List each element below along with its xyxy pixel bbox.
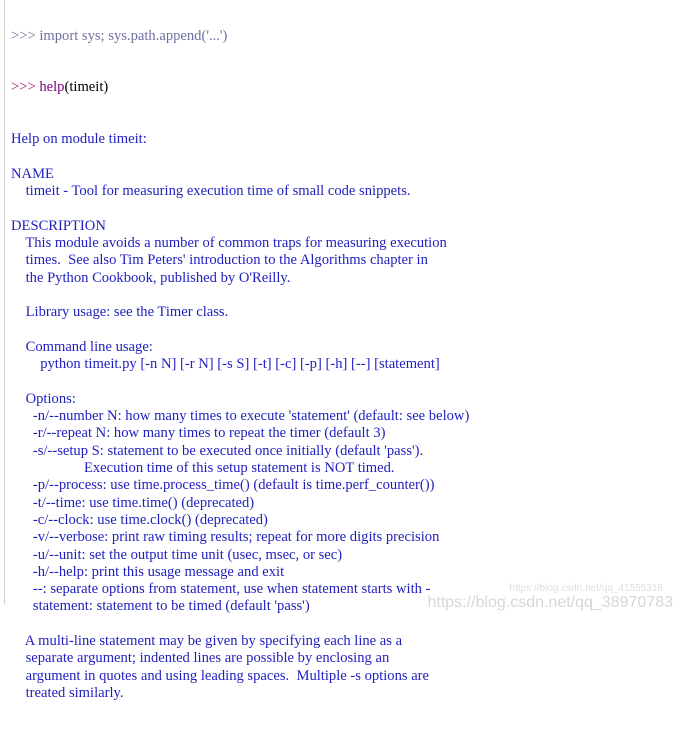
help-line: Library usage: see the Timer class. xyxy=(11,304,229,321)
help-line: statement: statement to be timed (default 'pass') xyxy=(11,598,310,615)
help-line: -r/--repeat N: how many times to repeat the timer (default 3) xyxy=(11,425,386,442)
help-line xyxy=(11,201,671,218)
help-line: -t/--time: use time.time() (deprecated) xyxy=(11,494,255,511)
help-line xyxy=(11,616,671,633)
watermark-main: https://blog.csdn.net/qq_38970783 xyxy=(427,594,673,611)
help-line: the Python Cookbook, published by O'Reilly. xyxy=(11,269,291,286)
command-line xyxy=(11,79,671,96)
help-line xyxy=(11,149,671,166)
help-line: --: separate options from statement, use when statement starts with - xyxy=(11,581,431,598)
help-line xyxy=(11,322,671,339)
help-function-name: help xyxy=(39,79,65,96)
help-line: argument in quotes and using leading spaces. Multiple -s options are xyxy=(11,667,430,684)
watermark-secondary: https://blog.csdn.net/qq_41555318 xyxy=(509,583,663,594)
shell-left-border xyxy=(4,0,5,604)
help-line: -n/--number N: how many times to execute 'statement' (default: see below) xyxy=(11,408,470,425)
help-line: times. See also Tim Peters' introduction to the Algorithms chapter in xyxy=(11,252,428,269)
help-line: Help on module timeit: xyxy=(11,131,147,148)
help-line: DESCRIPTION xyxy=(11,217,106,234)
help-line: python timeit.py [-n N] [-r N] [-s S] [-t] [-c] [-p] [-h] [--] [statement] xyxy=(11,356,440,373)
help-line: Execution time of this setup statement is NOT timed. xyxy=(11,460,395,477)
help-line: A multi-line statement may be given by specifying each line as a xyxy=(11,632,403,649)
help-text-block xyxy=(11,131,671,702)
help-line: -c/--clock: use time.clock() (deprecated) xyxy=(11,511,268,528)
help-line xyxy=(11,287,671,304)
help-line: treated similarly. xyxy=(11,684,124,701)
shell-prompt: >>> xyxy=(11,79,40,96)
help-line: This module avoids a number of common traps for measuring execution xyxy=(11,235,447,252)
help-line xyxy=(11,374,671,391)
help-line: -v/--verbose: print raw timing results; repeat for more digits precision xyxy=(11,529,440,546)
help-line: timeit - Tool for measuring execution time of small code snippets. xyxy=(11,183,411,200)
help-line: NAME xyxy=(11,165,54,182)
help-line: Options: xyxy=(11,390,76,407)
help-line: -p/--process: use time.process_time() (default is time.perf_counter()) xyxy=(11,477,435,494)
help-line: Command line usage: xyxy=(11,338,153,355)
help-line: -u/--unit: set the output time unit (usec, msec, or sec) xyxy=(11,546,343,563)
help-line: separate argument; indented lines are possible by enclosing an xyxy=(11,650,390,667)
help-function-argument: (timeit) xyxy=(64,79,109,96)
clipped-previous-line: >>> import sys; sys.path.append('...') xyxy=(11,27,228,44)
shell-output[interactable] xyxy=(11,0,671,737)
help-line: -h/--help: print this usage message and exit xyxy=(11,563,285,580)
help-line: -s/--setup S: statement to be executed once initially (default 'pass'). xyxy=(11,442,424,459)
